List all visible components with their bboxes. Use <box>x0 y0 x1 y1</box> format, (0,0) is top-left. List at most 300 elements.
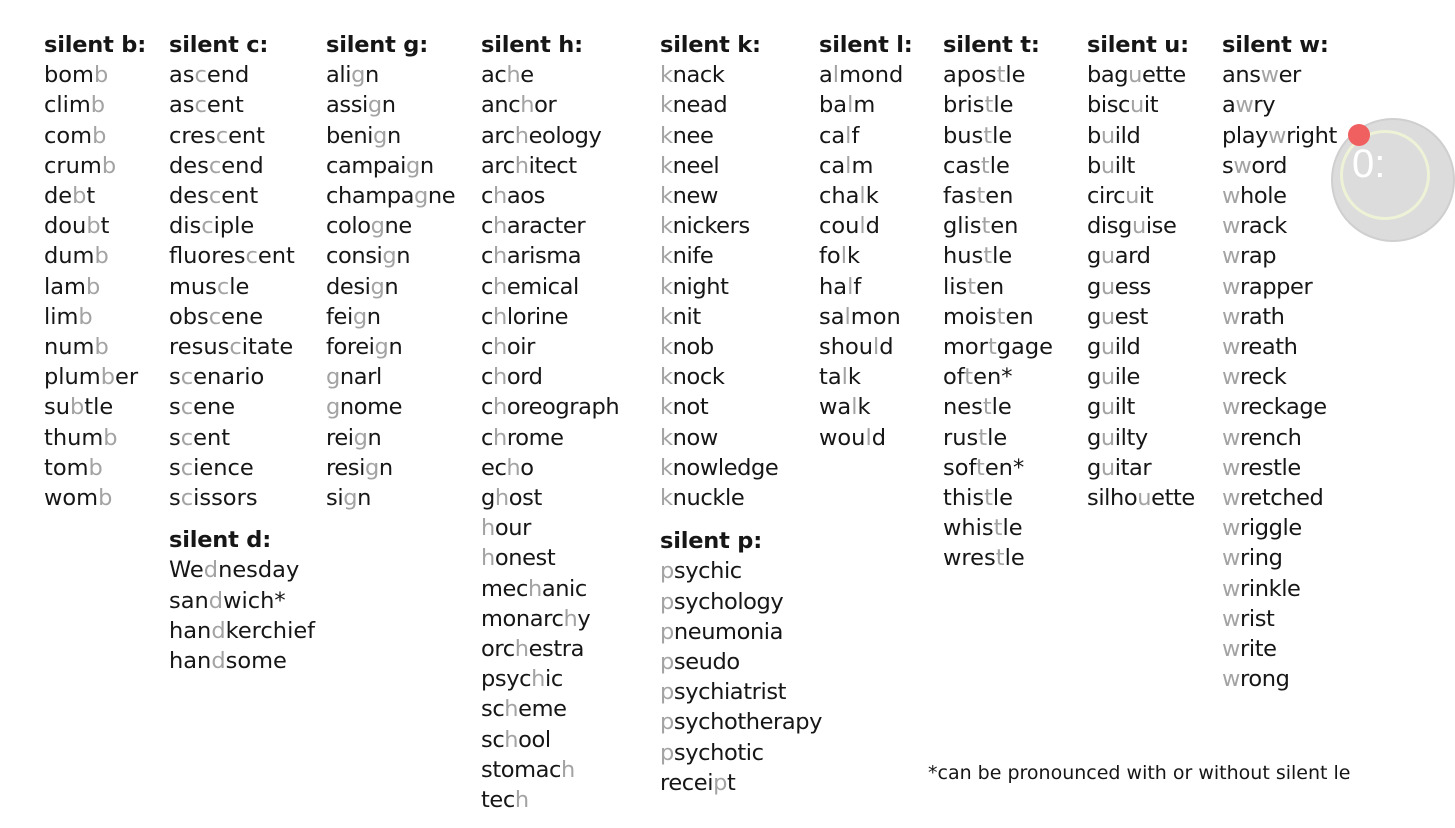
word-w-10 <box>1222 332 1337 362</box>
word-part-post: ord <box>1251 152 1288 179</box>
word-part-post: mond <box>839 62 904 89</box>
silent-letter: t <box>981 213 991 240</box>
word-t-17 <box>943 543 1053 573</box>
silent-letter: l <box>851 394 858 421</box>
word-part-pre: wres <box>943 545 996 572</box>
silent-letter: h <box>514 122 529 149</box>
word-c-4 <box>169 151 315 181</box>
word-part-post: riggle <box>1240 515 1302 542</box>
word-w-20 <box>1222 634 1337 664</box>
word-h-8 <box>481 272 619 302</box>
word-w-18 <box>1222 574 1337 604</box>
column-silent-h <box>481 30 619 815</box>
word-part-post: nack <box>672 62 725 89</box>
silent-letter: k <box>660 213 673 240</box>
word-part-pre: g <box>1087 364 1101 391</box>
word-w-4 <box>1222 151 1337 181</box>
word-t-2 <box>943 90 1053 120</box>
word-k-2 <box>660 90 822 120</box>
word-part-post: neel <box>672 152 720 179</box>
word-part-pre: forei <box>326 334 375 361</box>
word-t-8 <box>943 272 1053 302</box>
word-k-6 <box>660 211 822 241</box>
word-h-5 <box>481 181 619 211</box>
word-part-pre: ali <box>326 62 352 89</box>
word-part-post: n <box>364 62 379 89</box>
word-list-silent-k <box>660 60 822 513</box>
word-part-post: ilt <box>1114 152 1135 179</box>
silent-letter: t <box>984 485 993 512</box>
word-part-post: sychic <box>673 558 742 585</box>
word-w-15 <box>1222 483 1337 513</box>
word-part-pre: arc <box>481 122 515 149</box>
word-part-post: m <box>851 152 874 179</box>
word-w-2 <box>1222 90 1337 120</box>
word-part-post: ile <box>1114 364 1140 391</box>
silent-letter: u <box>1100 243 1115 270</box>
word-part-post: oreograph <box>506 394 620 421</box>
silent-letter: k <box>660 243 673 270</box>
word-h-6 <box>481 211 619 241</box>
word-h-18 <box>481 574 619 604</box>
word-part-pre: colo <box>326 213 371 240</box>
word-part-post: aracter <box>506 213 586 240</box>
word-part-post: right <box>1286 122 1337 149</box>
word-part-pre: g <box>1087 243 1101 270</box>
word-part-pre: ac <box>481 62 507 89</box>
word-t-9 <box>943 302 1053 332</box>
word-part-post: new <box>672 183 718 210</box>
word-part-post: ry <box>1253 92 1276 119</box>
word-list-silent-w <box>1222 60 1337 694</box>
silent-letter: l <box>841 364 848 391</box>
word-part-post: ene <box>221 303 264 330</box>
word-d-1 <box>169 555 315 585</box>
silent-letter: c <box>215 122 229 149</box>
heading-silent-l: silent l: <box>819 32 913 58</box>
word-k-15 <box>660 483 822 513</box>
word-part-pre: nes <box>943 394 983 421</box>
word-part-pre: g <box>1087 334 1101 361</box>
word-c-8 <box>169 272 315 302</box>
word-part-post: nife <box>672 243 714 270</box>
word-part-post: er <box>115 364 139 391</box>
word-w-6 <box>1222 211 1337 241</box>
word-part-post: sychotic <box>673 739 764 766</box>
word-part-post: le <box>989 152 1010 179</box>
word-list-silent-d <box>169 555 315 676</box>
word-part-pre: ba <box>819 92 848 119</box>
word-h-4 <box>481 151 619 181</box>
silent-letter: w <box>1222 605 1241 632</box>
word-u-12 <box>1087 392 1195 422</box>
word-part-post: n <box>367 424 382 451</box>
word-l-1 <box>819 60 913 90</box>
silent-letter: t <box>996 62 1006 89</box>
heading-silent-u: silent u: <box>1087 32 1189 58</box>
word-h-19 <box>481 604 619 634</box>
word-t-13 <box>943 423 1053 453</box>
word-part-post: ild <box>1114 334 1141 361</box>
word-h-23 <box>481 725 619 755</box>
word-part-post: est <box>1114 303 1148 330</box>
silent-letter: g <box>351 62 365 89</box>
silent-letter: w <box>1222 575 1241 602</box>
silent-letter: l <box>873 334 880 361</box>
word-part-post: le <box>992 122 1013 149</box>
word-part-post: n <box>357 485 371 512</box>
silent-letter: u <box>1128 62 1143 89</box>
heading-silent-p: silent p: <box>660 528 762 555</box>
word-w-21 <box>1222 664 1337 694</box>
word-l-2 <box>819 90 913 120</box>
word-part-post: d <box>871 424 886 451</box>
silent-letter: w <box>1222 364 1241 391</box>
badge-glyph: 0: <box>1352 142 1386 186</box>
silent-letter: c <box>208 152 222 179</box>
silent-letter: d <box>211 617 226 644</box>
word-part-pre: c <box>481 243 493 270</box>
silent-letter: k <box>660 152 673 179</box>
word-k-13 <box>660 423 822 453</box>
word-part-post: rist <box>1240 605 1275 632</box>
footnote: *can be pronounced with or without silent le <box>928 762 1351 784</box>
word-part-post: ent <box>193 424 231 451</box>
word-b-13 <box>44 423 146 453</box>
word-part-pre: cres <box>169 122 216 149</box>
silent-letter: b <box>86 213 101 240</box>
word-part-pre: wa <box>819 394 852 421</box>
word-part-pre: b <box>1087 122 1101 149</box>
word-part-post: n <box>388 334 403 361</box>
silent-letter: h <box>504 696 519 723</box>
silent-letter: l <box>845 122 852 149</box>
word-part-post: le <box>991 394 1012 421</box>
silent-letter: t <box>978 424 988 451</box>
silent-letter: u <box>1100 394 1115 421</box>
word-part-post: ne <box>384 213 412 240</box>
word-part-pre: hus <box>943 243 984 270</box>
column-silent-c <box>169 30 315 676</box>
word-part-post: en <box>985 183 1014 210</box>
word-part-post: rack <box>1240 213 1287 240</box>
word-part-post: er <box>1278 62 1301 89</box>
silent-letter: g <box>370 273 385 300</box>
word-list-silent-c <box>169 60 315 513</box>
word-part-pre: fei <box>326 303 353 330</box>
silent-letter: w <box>1222 273 1241 300</box>
word-part-pre: arc <box>481 152 515 179</box>
word-list-silent-t <box>943 60 1053 573</box>
silent-letter: u <box>1100 364 1115 391</box>
silent-letter: k <box>660 424 673 451</box>
word-l-9 <box>819 302 913 332</box>
word-h-25 <box>481 785 619 815</box>
word-part-pre: stomac <box>481 756 561 783</box>
word-part-post: nowledge <box>672 454 779 481</box>
silent-letter: h <box>492 334 507 361</box>
word-part-post: le <box>1004 545 1025 572</box>
word-part-post: n <box>386 122 401 149</box>
word-h-10 <box>481 332 619 362</box>
word-part-pre: su <box>44 394 70 421</box>
word-p-3 <box>660 617 822 647</box>
word-g-15 <box>326 483 455 513</box>
column-silent-w <box>1222 30 1337 694</box>
word-part-pre: dou <box>44 213 87 240</box>
silent-letter: c <box>194 92 207 119</box>
word-part-pre: g <box>481 485 495 512</box>
silent-letter: t <box>976 454 985 481</box>
word-part-post: le <box>992 485 1013 512</box>
word-part-pre: mec <box>481 575 528 602</box>
word-b-15 <box>44 483 146 513</box>
word-part-post: k <box>857 394 871 421</box>
word-t-5 <box>943 181 1053 211</box>
word-c-1 <box>169 60 315 90</box>
silent-letter: p <box>713 769 727 796</box>
word-part-post: ent <box>257 243 295 270</box>
word-u-2 <box>1087 90 1195 120</box>
word-part-post: emical <box>506 273 579 300</box>
word-part-pre: s <box>169 364 181 391</box>
word-g-1 <box>326 60 455 90</box>
word-part-pre: han <box>169 648 212 675</box>
word-l-8 <box>819 272 913 302</box>
heading-silent-h: silent h: <box>481 32 583 58</box>
word-b-2 <box>44 90 146 120</box>
word-p-7 <box>660 738 822 768</box>
word-part-post: ene <box>193 394 236 421</box>
word-part-post: ent <box>221 183 259 210</box>
word-part-post: k <box>865 183 879 210</box>
word-part-post: n <box>378 454 393 481</box>
word-part-pre: sc <box>481 726 505 753</box>
word-h-9 <box>481 302 619 332</box>
word-h-12 <box>481 392 619 422</box>
silent-letter: h <box>561 756 575 783</box>
word-part-pre: dis <box>169 213 202 240</box>
silent-letter: u <box>1125 183 1140 210</box>
silent-letter: t <box>996 303 1006 330</box>
silent-letter: d <box>211 648 226 675</box>
word-part-post: nickers <box>672 213 750 240</box>
silent-letter: l <box>847 273 854 300</box>
word-part-pre: si <box>326 485 344 512</box>
word-g-10 <box>326 332 455 362</box>
word-part-pre: anc <box>481 92 521 119</box>
silent-letter: k <box>660 454 673 481</box>
silent-letter: t <box>982 394 992 421</box>
word-part-pre: c <box>481 303 493 330</box>
word-c-15 <box>169 483 315 513</box>
word-part-post: en <box>990 213 1019 240</box>
word-part-pre: tec <box>481 787 515 814</box>
silent-letter: c <box>194 62 207 89</box>
word-list-silent-u <box>1087 60 1195 513</box>
word-part-post: nob <box>672 334 714 361</box>
silent-letter: w <box>1222 545 1241 572</box>
word-h-17 <box>481 543 619 573</box>
silent-letter: u <box>1100 303 1115 330</box>
word-c-6 <box>169 211 315 241</box>
word-part-pre: dum <box>44 243 95 270</box>
silent-letter: g <box>406 152 420 179</box>
word-part-pre: disg <box>1087 213 1132 240</box>
silent-letter: b <box>85 273 101 300</box>
word-part-post: le <box>987 424 1008 451</box>
heading-silent-g: silent g: <box>326 32 428 58</box>
silent-letter: c <box>208 303 222 330</box>
silent-letter: w <box>1268 122 1287 149</box>
heading-silent-k: silent k: <box>660 32 761 58</box>
word-part-post: en* <box>984 454 1025 481</box>
word-part-pre: bris <box>943 92 985 119</box>
word-part-post: sychology <box>673 588 784 615</box>
word-t-4 <box>943 151 1053 181</box>
silent-letter: w <box>1222 424 1241 451</box>
word-part-post: ic <box>544 666 563 693</box>
word-part-post: ent <box>206 92 244 119</box>
word-h-11 <box>481 362 619 392</box>
word-part-post: nesday <box>218 557 300 584</box>
word-part-post: hole <box>1240 183 1287 210</box>
word-l-6 <box>819 211 913 241</box>
word-part-pre: wom <box>44 485 99 512</box>
word-t-10 <box>943 332 1053 362</box>
word-g-11 <box>326 362 455 392</box>
word-b-6 <box>44 211 146 241</box>
word-k-11 <box>660 362 822 392</box>
word-part-pre: thum <box>44 424 104 451</box>
word-part-pre: tom <box>44 454 89 481</box>
word-part-post: gage <box>996 334 1053 361</box>
word-part-post: n <box>366 303 381 330</box>
word-part-post: now <box>672 424 718 451</box>
silent-letter: w <box>1222 485 1241 512</box>
word-part-post: t <box>726 769 736 796</box>
word-w-7 <box>1222 241 1337 271</box>
silent-letter: k <box>660 62 673 89</box>
word-part-post: itate <box>241 334 294 361</box>
word-part-post: n <box>384 273 399 300</box>
word-part-post: k <box>846 243 860 270</box>
word-part-post: ord <box>506 364 543 391</box>
word-part-post: itar <box>1114 454 1152 481</box>
word-part-post: not <box>672 394 709 421</box>
silent-letter: u <box>1100 424 1115 451</box>
word-part-pre: bag <box>1087 62 1129 89</box>
silent-letter: b <box>101 152 117 179</box>
column-silent-u <box>1087 30 1195 513</box>
silent-letter: c <box>180 424 194 451</box>
word-part-pre: orc <box>481 636 515 663</box>
silent-letter: p <box>660 739 674 766</box>
word-part-post: eology <box>528 122 602 149</box>
silent-letter: h <box>514 152 529 179</box>
word-list-silent-p <box>660 556 822 798</box>
word-part-post: ne <box>427 183 456 210</box>
word-part-post: aos <box>506 183 545 210</box>
word-h-15 <box>481 483 619 513</box>
word-part-post: reckage <box>1240 394 1327 421</box>
word-part-pre: glis <box>943 213 982 240</box>
word-g-6 <box>326 211 455 241</box>
silent-letter: l <box>859 213 866 240</box>
silent-letter: w <box>1233 152 1252 179</box>
heading-silent-w: silent w: <box>1222 32 1329 58</box>
silent-letter: b <box>94 334 109 361</box>
silent-letter: h <box>492 183 507 210</box>
silent-letter: b <box>94 243 109 270</box>
word-part-pre: fluores <box>169 243 246 270</box>
silent-letter: w <box>1222 243 1241 270</box>
word-b-14 <box>44 453 146 483</box>
word-part-pre: campai <box>326 152 406 179</box>
word-l-10 <box>819 332 913 362</box>
silent-letter: l <box>859 183 866 210</box>
word-t-15 <box>943 483 1053 513</box>
word-part-pre: champa <box>326 183 415 210</box>
silent-letter: b <box>93 62 109 89</box>
word-h-24 <box>481 755 619 785</box>
heading-silent-t: silent t: <box>943 32 1040 58</box>
word-part-post: end <box>206 62 250 89</box>
word-part-pre: bom <box>44 62 94 89</box>
word-p-8 <box>660 768 822 798</box>
word-part-post: sychiatrist <box>673 679 787 706</box>
word-part-pre: mor <box>943 334 988 361</box>
word-part-post: ild <box>1114 122 1141 149</box>
word-w-11 <box>1222 362 1337 392</box>
word-u-4 <box>1087 151 1195 181</box>
word-w-8 <box>1222 272 1337 302</box>
word-part-pre: this <box>943 485 985 512</box>
word-u-11 <box>1087 362 1195 392</box>
silent-letter: g <box>326 364 340 391</box>
word-part-pre: whis <box>943 515 994 542</box>
word-part-pre: monarc <box>481 605 564 632</box>
silent-letter: p <box>660 588 674 615</box>
silent-letter: h <box>492 394 507 421</box>
silent-letter: l <box>847 92 854 119</box>
word-part-post: nead <box>672 92 728 119</box>
word-part-pre: We <box>169 557 204 584</box>
word-part-post: ette <box>1151 485 1195 512</box>
silent-letter: k <box>660 183 673 210</box>
word-part-post: k <box>847 364 861 391</box>
silent-letter: k <box>660 273 673 300</box>
silent-letter: b <box>72 183 87 210</box>
word-w-13 <box>1222 423 1337 453</box>
silent-letter: g <box>382 243 397 270</box>
word-part-pre: psyc <box>481 666 532 693</box>
word-part-post: night <box>672 273 729 300</box>
word-part-post: ess <box>1114 273 1151 300</box>
word-g-12 <box>326 392 455 422</box>
word-part-post: n <box>396 243 411 270</box>
word-part-post: tle <box>84 394 114 421</box>
word-part-post: estra <box>528 636 585 663</box>
silent-letter: h <box>492 364 507 391</box>
word-part-post: le <box>229 273 250 300</box>
word-part-pre: circ <box>1087 183 1126 210</box>
word-part-post: kerchief <box>225 617 316 644</box>
silent-letter: w <box>1222 636 1241 663</box>
word-part-post: anic <box>541 575 587 602</box>
word-part-post: rinkle <box>1240 575 1301 602</box>
word-list-silent-g <box>326 60 455 513</box>
